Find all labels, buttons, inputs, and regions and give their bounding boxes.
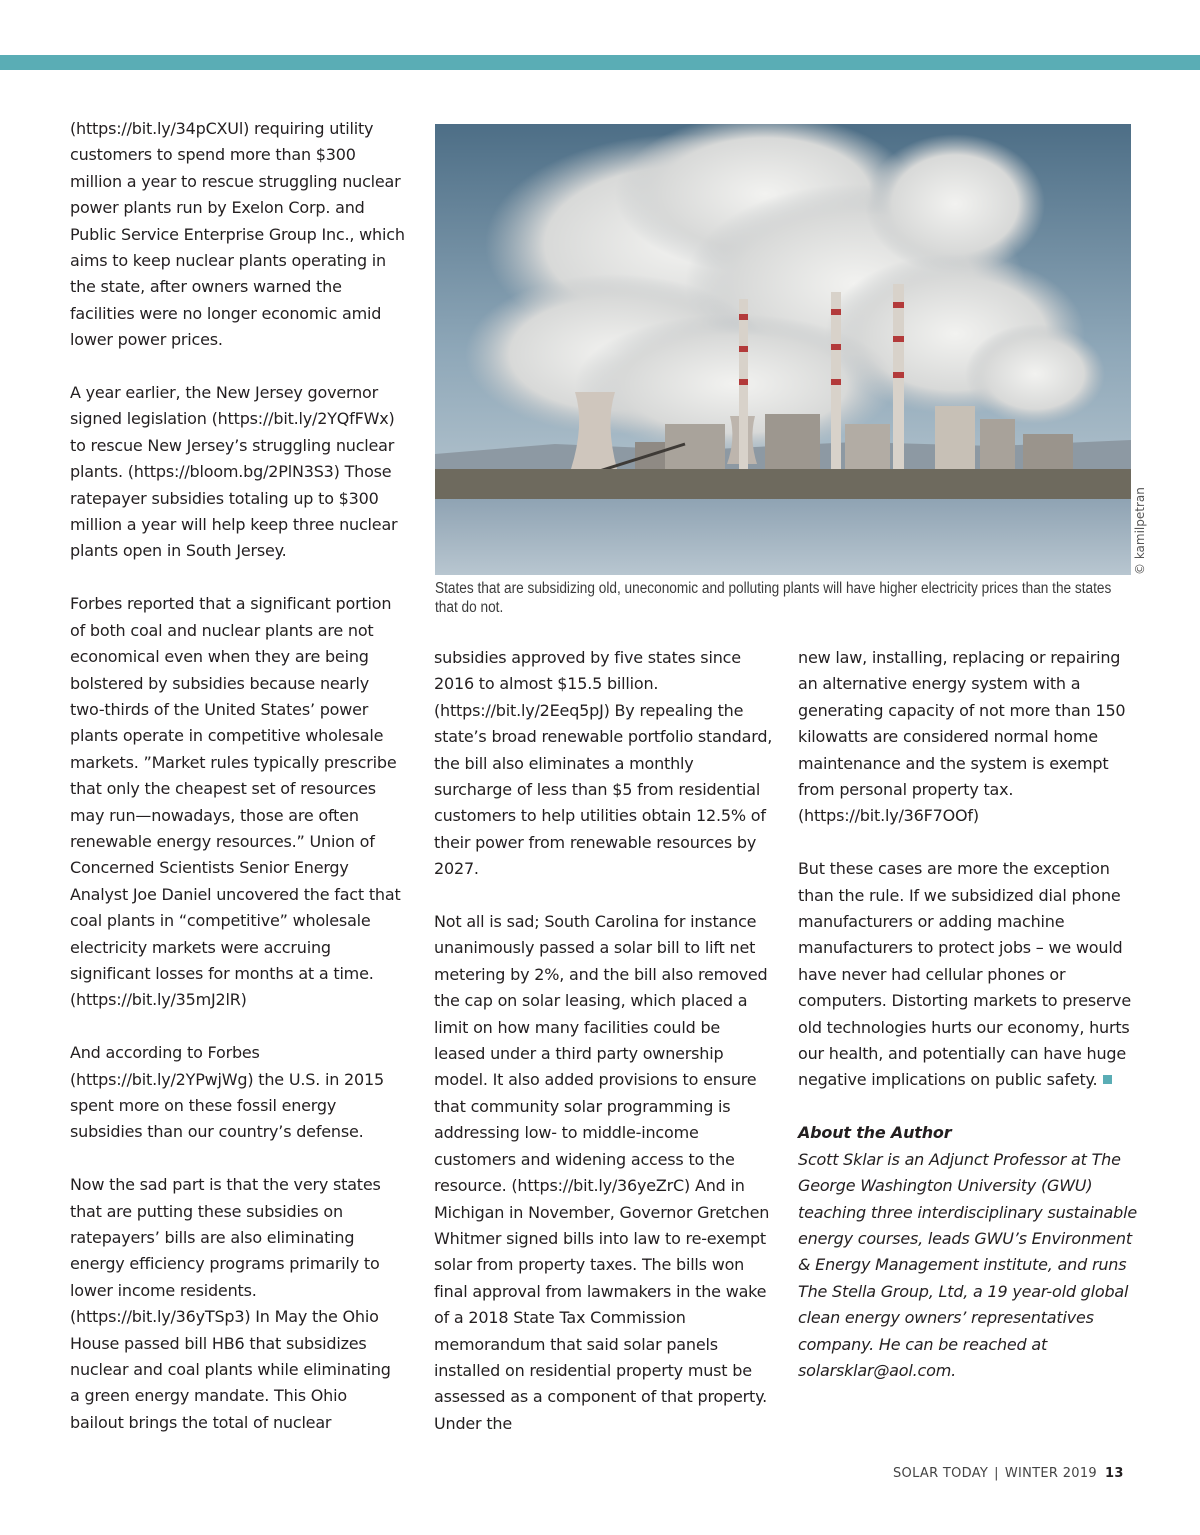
end-mark-icon xyxy=(1103,1075,1112,1084)
column-3 xyxy=(798,645,1138,1384)
author-bio: Scott Sklar is an Adjunct Professor at The George Washington University (GWU) teaching three interdisciplinary sustainable energy courses, leads GWU’s Environment & Energy Management institute, and runs The Stella Group, Ltd, a 19 year-old global clean energy owners’ representatives company. He can be reached at solarsklar@aol.com. xyxy=(798,1149,1137,1380)
issue-label: WINTER 2019 xyxy=(1004,1466,1097,1481)
paragraph: Forbes reported that a significant portion of both coal and nuclear plants are not economical even when they are being bolstered by subsidies because nearly two-thirds of the United States’ power plants operate in competitive wholesale markets. ”Market rules typically prescribe that only the cheapest set of resources may run—nowadays, those are often renewable energy resources.” Union of Concerned Scientists Senior Energy Analyst Joe Daniel uncovered the fact that coal plants in “competitive” wholesale electricity markets were accruing significant losses for months at a time. (https://bit.ly/35mJ2lR) xyxy=(70,594,401,1010)
paragraph: And according to Forbes (https://bit.ly/2YPwjWg) the U.S. in 2015 spent more on these fossil energy subsidies than our country’s defense. xyxy=(70,1043,384,1142)
paragraph xyxy=(798,645,1138,830)
paragraph-text: But these cases are more the exception than the rule. If we subsidized dial phone manufacturers or adding machine manufacturers to protect jobs – we would have never had cellular phones or computers. Distorting markets to preserve old technologies hurts our economy, hurts our health, and potentially can have huge negative implications on public safety. xyxy=(798,859,1131,1090)
page-number: 13 xyxy=(1104,1466,1124,1481)
column-1 xyxy=(70,116,405,1463)
paragraph xyxy=(798,856,1138,1094)
paragraph: subsidies approved by five states since 2016 to almost $15.5 billion. (https://bit.ly/2Eeq5pJ) By repealing the state’s broad renewable portfolio standard, the bill also eliminates a monthly surcharge of less than $5 from residential customers to help utilities obtain 12.5% of their power from renewable resources by 2027. xyxy=(434,648,773,879)
column-2 xyxy=(434,645,774,1464)
power-plant-photo xyxy=(435,124,1131,575)
photo-caption: States that are subsidizing old, uneconomic and polluting plants will have higher electricity prices than the states that do not. xyxy=(435,580,1112,616)
paragraph-text: new law, installing, replacing or repairing an alternative energy system with a generating capacity of not more than 150 kilowatts are considered normal home maintenance and the system is exempt from personal property tax. (https://bit.ly/36F7OOf) xyxy=(798,648,1126,826)
paragraph: Now the sad part is that the very states that are putting these subsidies on ratepayers’ bills are also eliminating energy efficiency programs primarily to lower income residents. (https://bit.ly/36yTSp3) In May the Ohio House passed bill HB6 that subsidizes nuclear and coal plants while eliminating a green energy mandate. This Ohio bailout brings the total of nuclear xyxy=(70,1175,391,1432)
paragraph: (https://bit.ly/34pCXUl) requiring utility customers to spend more than $300 million a year to rescue struggling nuclear power plants run by Exelon Corp. and Public Service Enterprise Group Inc., which aims to keep nuclear plants operating in the state, after owners warned the facilities were no longer economic amid lower power prices. xyxy=(70,119,405,350)
paragraph: Not all is sad; South Carolina for instance unanimously passed a solar bill to lift net metering by 2%, and the bill also removed the cap on solar leasing, which placed a limit on how many facilities could be leased under a third party ownership model. It also added provisions to ensure that community solar programming is addressing low- to middle-income customers and widening access to the resource. (https://bit.ly/36yeZrC) And in Michigan in November, Governor Gretchen Whitmer signed bills into law to re-exempt solar from property taxes. The bills won final approval from lawmakers in the wake of a 2018 State Tax Commission memorandum that said solar panels installed on residential property must be assessed as a component of that property. Under the xyxy=(434,912,770,1433)
paragraph: A year earlier, the New Jersey governor signed legislation (https://bit.ly/2YQfFWx) to rescue New Jersey’s struggling nuclear plants. (https://bloom.bg/2PlN3S3) Those ratepayer subsidies totaling up to $300 million a year will help keep three nuclear plants open in South Jersey. xyxy=(70,383,398,561)
page-footer xyxy=(893,1466,1124,1481)
about-author-heading: About the Author xyxy=(798,1123,952,1143)
publication-name: SOLAR TODAY xyxy=(893,1466,989,1481)
photo-credit: © kamilpetran xyxy=(1133,487,1147,575)
top-accent-bar xyxy=(0,55,1200,70)
footer-separator: | xyxy=(994,1466,999,1481)
